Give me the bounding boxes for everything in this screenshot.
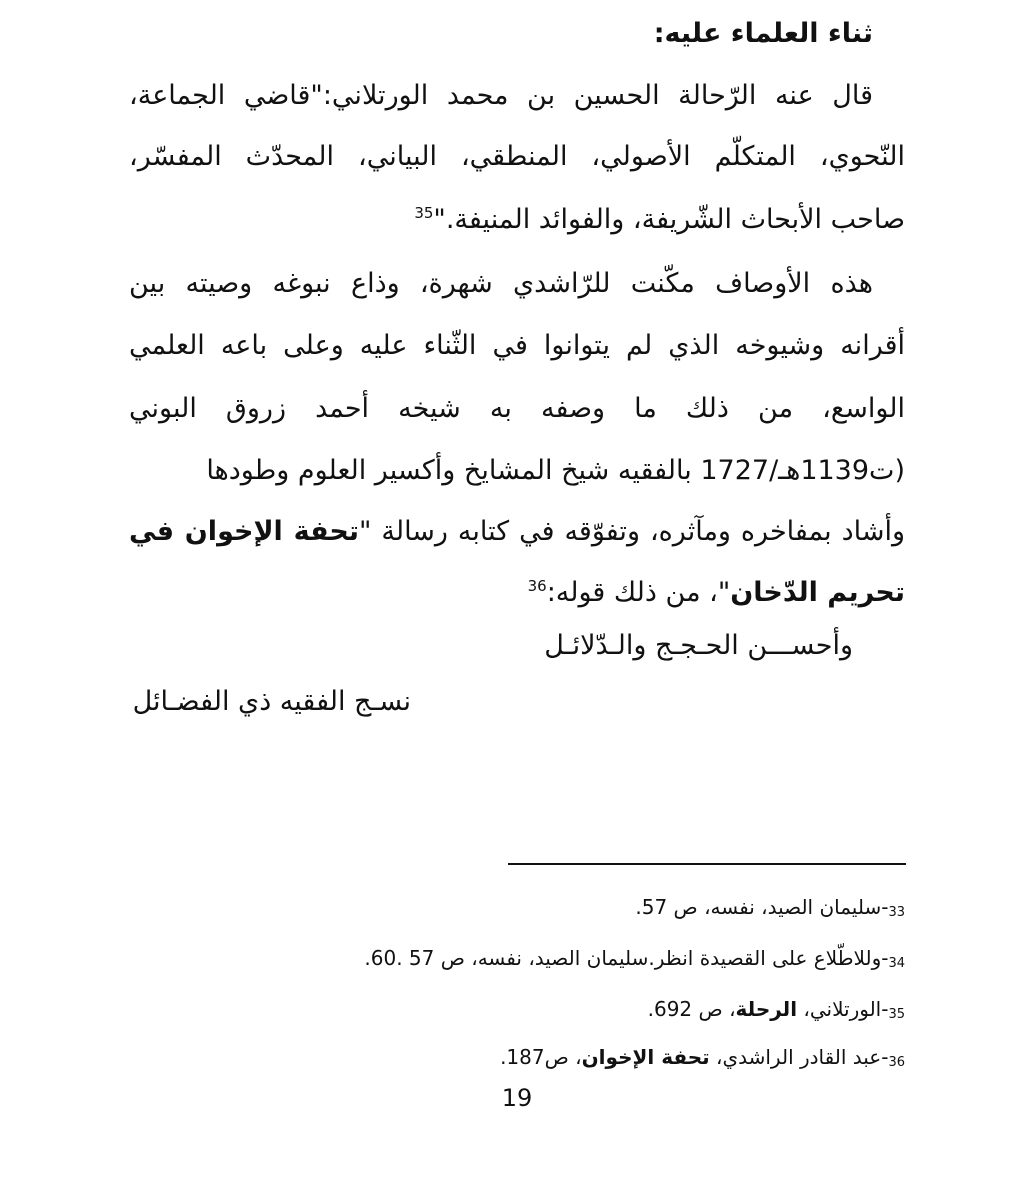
footnote-text: -عبد القادر الراشدي، xyxy=(709,1045,889,1069)
footnote-number: 33 xyxy=(888,905,905,920)
paragraph2-line1: هذه الأوصاف مكّنت للرّاشدي شهرة، وذاع نبوغه وصيته بين xyxy=(129,268,873,299)
paragraph2-line6 xyxy=(129,573,905,613)
footnote-text-end: ، ص 692. xyxy=(647,997,736,1021)
footnote-36 xyxy=(500,1042,905,1076)
section-heading: ثناء العلماء عليه: xyxy=(653,18,873,49)
footnote-33 xyxy=(635,892,905,926)
footnote-bold-title: الرحلة xyxy=(735,997,798,1021)
footnote-bold-title: تحفة الإخوان xyxy=(581,1045,710,1069)
paragraph2-line4: (ت1139هـ/1727 بالفقيه شيخ المشايخ وأكسير العلوم وطودها xyxy=(206,455,905,486)
paragraph2-line5-text: وأشاد بمفاخره ومآثره، وتفوّقه في كتابه رسالة " xyxy=(359,516,906,547)
footnote-35 xyxy=(648,994,905,1028)
paragraph1-line1: قال عنه الرّحالة الحسين بن محمد الورتلاني:"قاضي الجماعة، xyxy=(129,80,873,111)
verse-line2: نسـج الفقيه ذي الفضـائل xyxy=(132,686,411,717)
book-title-part1: تحفة الإخوان في xyxy=(129,516,359,547)
footnote-ref-35: 35 xyxy=(414,204,434,222)
footnote-ref-36: 36 xyxy=(527,577,547,595)
paragraph2-line5 xyxy=(129,512,905,552)
footnote-number: 35 xyxy=(888,1007,905,1022)
paragraph2-line3: الواسع، من ذلك ما وصفه به شيخه أحمد زروق البوني xyxy=(129,393,905,424)
paragraph1-line3 xyxy=(129,200,905,240)
footnote-text: -سليمان الصيد، نفسه، ص 57. xyxy=(635,895,889,919)
footnote-text: -وللاطّلاع على القصيدة انظر.سليمان الصيد، نفسه، ص 57 .60. xyxy=(364,946,889,970)
paragraph2-line6-text: "، من ذلك قوله: xyxy=(546,577,731,608)
paragraph1-line3-text: صاحب الأبحاث الشّريفة، والفوائد المنيفة." xyxy=(433,204,905,235)
footnote-text: -الورتلاني، xyxy=(797,997,889,1021)
footnote-text-end: ، ص187. xyxy=(500,1045,582,1069)
verse-line1: وأحســـن الحـجـج والـدّلائـل xyxy=(544,630,853,661)
footnote-number: 34 xyxy=(888,956,905,971)
paragraph2-line2: أقرانه وشيوخه الذي لم يتوانوا في الثّناء عليه وعلى باعه العلمي xyxy=(129,330,905,361)
book-title-part2: تحريم الدّخان xyxy=(730,577,905,608)
footnote-number: 36 xyxy=(888,1055,905,1070)
page-number: 19 xyxy=(501,1084,533,1112)
footnote-separator xyxy=(508,863,906,865)
paragraph1-line2: النّحوي، المتكلّم الأصولي، المنطقي، البياني، المحدّث المفسّر، xyxy=(129,141,905,172)
footnote-34 xyxy=(364,943,905,977)
